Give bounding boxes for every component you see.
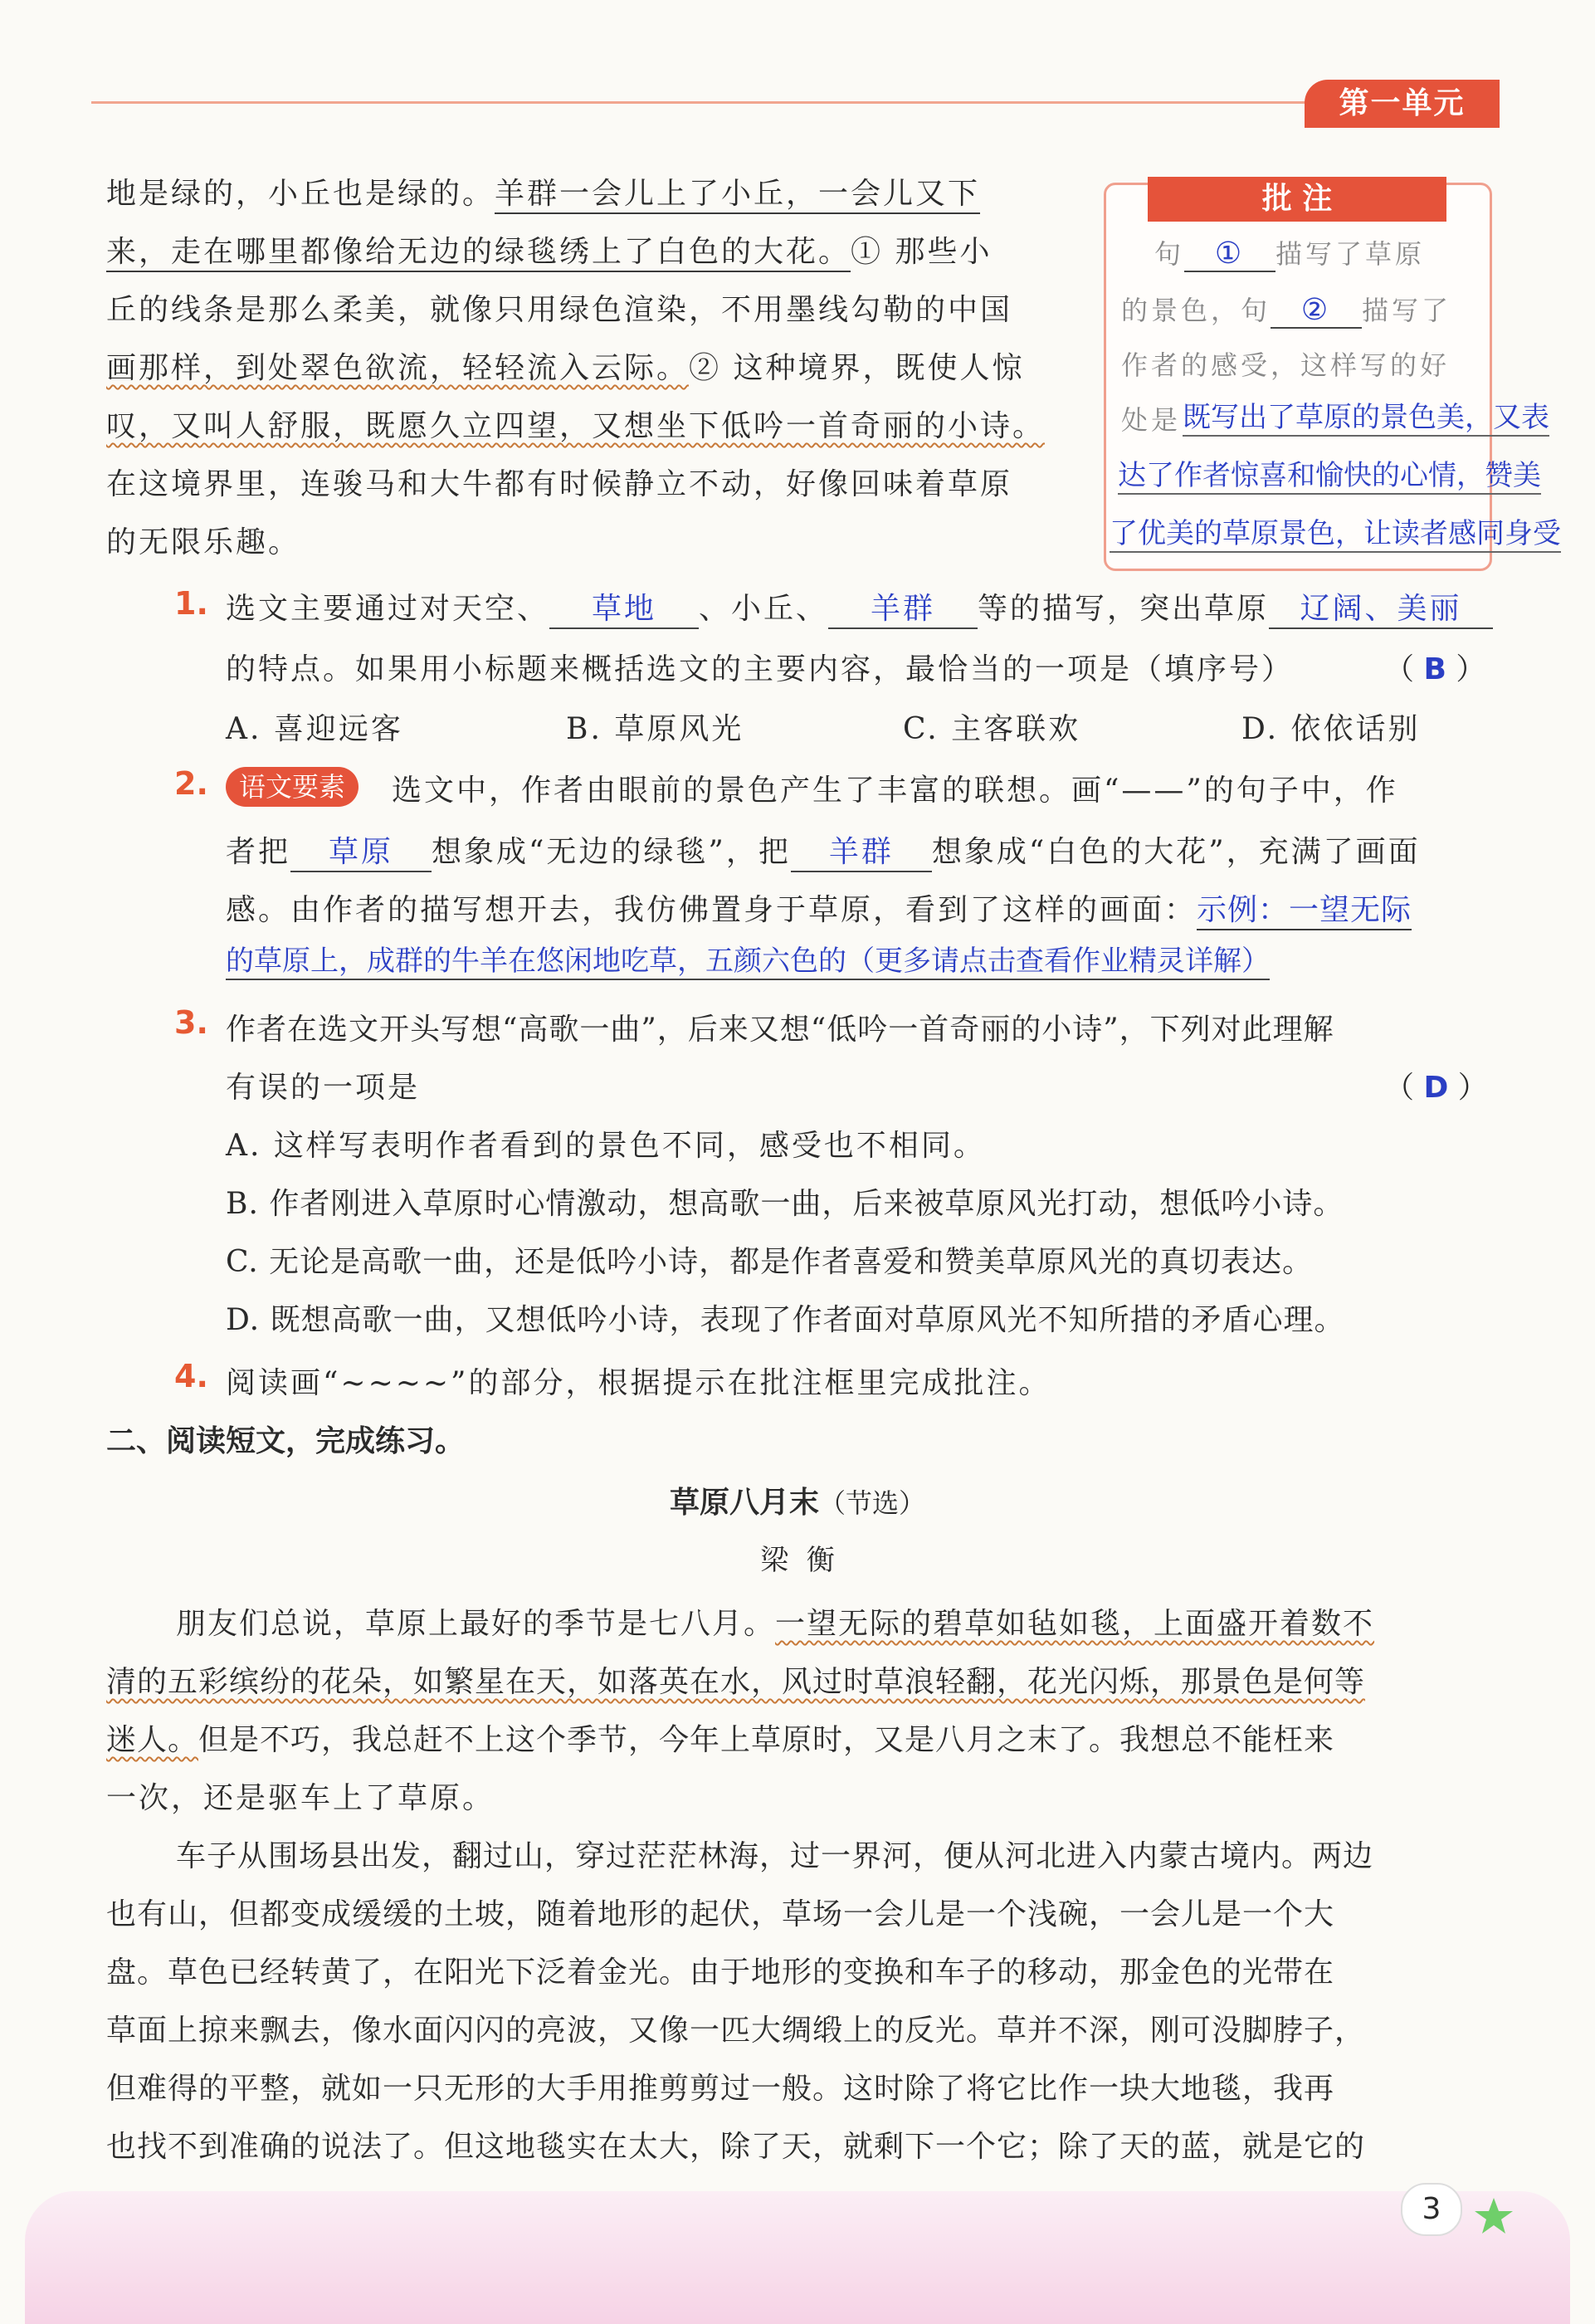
wavy-sentence: 一望无际的碧草如毡如毯，上面盛开着数不 [775,1607,1375,1641]
q1-line-1: 选文主要通过对天空、 草地 、小丘、 羊群 等的描写，突出草原 辽阔、美丽 [226,585,1493,629]
q2-answer-1[interactable]: 示例：一望无际 [1197,893,1412,930]
q1-line-2: 的特点。如果用小标题来概括选文的主要内容，最恰当的一项是（填序号） [226,652,1295,686]
footer-band [25,2191,1570,2324]
q1-answer[interactable]: B [1423,652,1446,686]
q3-answer-paren: （ D ） [1384,1071,1488,1105]
q1-blank-1[interactable]: 草地 [549,585,699,629]
q3-line-2: 有误的一项是 [226,1071,421,1105]
q2-number: 2. [174,765,208,802]
q2-answer-2[interactable]: 的草原上，成群的牛羊在悠闲地吃草，五颜六色的（更多请点击查看作业精灵详解） [226,938,1270,980]
q4-number: 4. [174,1358,208,1394]
wavy-sentence: 迷人。 [106,1723,199,1757]
page-number: 3 [1401,2183,1462,2236]
q3-option-b[interactable]: B. 作者刚进入草原时心情激动，想高歌一曲，后来被草原风光打动，想低吟小诗。 [226,1187,1344,1221]
q1-option-b[interactable]: B. 草原风光 [566,712,744,746]
q2-line-1: 选文中，作者由眼前的景色产生了丰富的联想。画“——”的句子中，作 [392,774,1398,808]
q4-text: 阅读画“~~~~”的部分，根据提示在批注框里完成批注。 [226,1366,1051,1400]
q1-blank-3[interactable]: 辽阔、美丽 [1269,585,1493,629]
annotation-blank-1[interactable]: ① [1184,237,1276,272]
wavy-sentence: 画那样，到处翠色欲流，轻轻流入云际。 [106,351,690,385]
header-rule [91,101,1319,104]
q1-option-a[interactable]: A. 喜迎远客 [226,712,403,746]
q3-option-d[interactable]: D. 既想高歌一曲，又想低吟小诗，表现了作者面对草原风光不知所措的矛盾心理。 [226,1303,1345,1337]
wavy-sentence: 叹，又叫人舒服，既愿久立四望，又想坐下低吟一首奇丽的小诗。 [106,409,1046,443]
q1-option-c[interactable]: C. 主客联欢 [903,712,1081,746]
q3-answer[interactable]: D [1423,1071,1449,1105]
star-icon [1473,2195,1515,2237]
q2-line-3: 感。由作者的描写想开去，我仿佛置身于草原，看到了这样的画面：示例：一望无际 [226,886,1412,929]
q1-option-d[interactable]: D. 依依话别 [1241,712,1421,746]
q3-line-1: 作者在选文开头写想“高歌一曲”，后来又想“低吟一首奇丽的小诗”，下列对此理解 [226,1013,1334,1047]
q3-option-a[interactable]: A. 这样写表明作者看到的景色不同，感受也不相同。 [226,1129,986,1163]
annotation-answer-line-1: 既写出了草原的景色美，又表 [1183,394,1549,437]
article-title: 草原八月末（节选） [669,1486,926,1520]
article-author: 梁 衡 [760,1544,835,1577]
q2-blank-1[interactable]: 草原 [290,828,432,872]
annotation-blank-2[interactable]: ② [1271,293,1362,329]
q3-number: 3. [174,1004,208,1041]
underlined-sentence: 羊群一会儿上了小丘，一会儿又下 [495,177,980,214]
wavy-sentence: 清的五彩缤纷的花朵，如繁星在天，如落英在水，风过时草浪轻翻，花光闪烁，那景色是何等 [106,1665,1366,1699]
q2-line-2: 者把 草原 想象成“无边的绿毯”，把 羊群 想象成“白色的大花”，充满了画面 [226,828,1421,872]
q2-blank-2[interactable]: 羊群 [791,828,932,872]
annotation-answer-line-3: 了优美的草原景色，让读者感同身受 [1110,510,1561,553]
annotation-answer-line-2: 达了作者惊喜和愉快的心情，赞美 [1118,452,1541,495]
q1-number: 1. [174,585,208,622]
q3-option-c[interactable]: C. 无论是高歌一曲，还是低吟小诗，都是作者喜爱和赞美草原风光的真切表达。 [226,1245,1314,1279]
q1-blank-2[interactable]: 羊群 [828,585,978,629]
underlined-sentence: 来，走在哪里都像给无边的绿毯绣上了白色的大花。 [106,235,851,272]
annotation-title: 批 注 [1148,177,1446,222]
section-2-heading: 二、阅读短文，完成练习。 [106,1424,466,1458]
annotation-box: 批 注 句 ① 描写了草原 的景色，句 ② 描写了 作者的感受，这样写的好 处是 既写出了草原的景色美，又表 达了作者惊喜和愉快的心情，赞美 了优美的草原景色，让读者感同身受 [1104,183,1492,571]
q1-answer-paren: （ B ） [1384,652,1486,686]
unit-tab: 第一单元 [1305,80,1500,128]
q2-badge: 语文要素 [226,767,359,807]
